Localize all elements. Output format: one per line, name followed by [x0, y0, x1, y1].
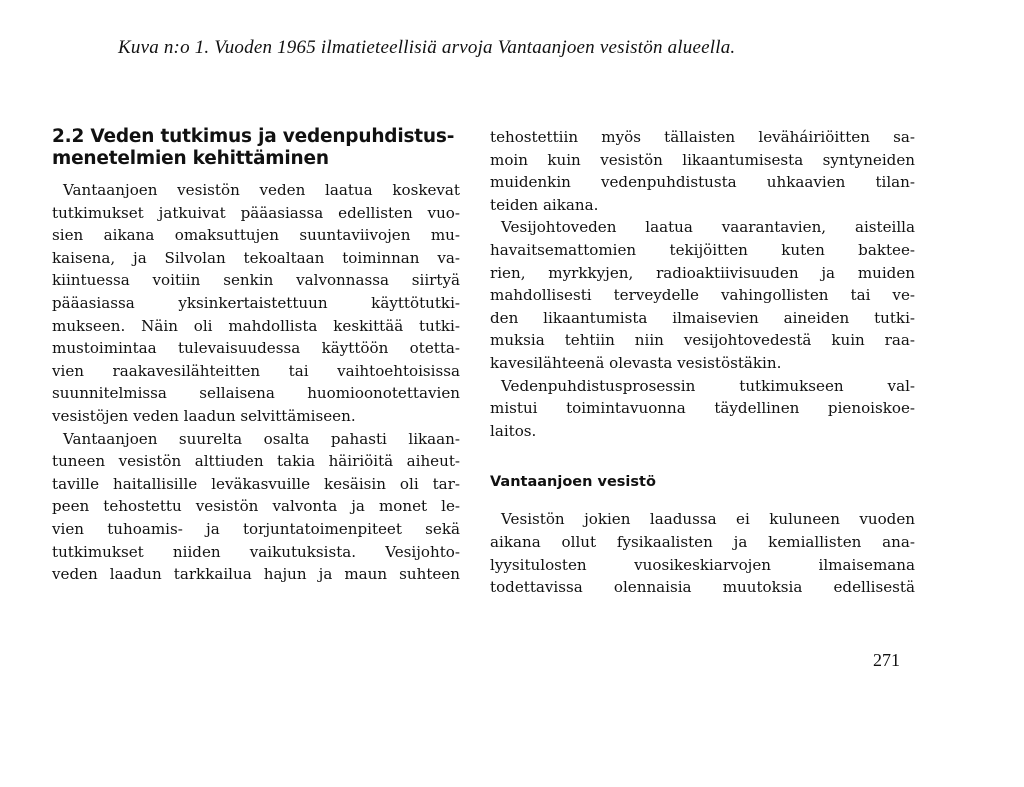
text-line: sien aikana omaksuttujen suuntaviivojen mu-: [52, 226, 460, 245]
figure-caption: Kuva n:o 1. Vuoden 1965 ilmatieteellisiä arvoja Vantaanjoen vesistön alueella.: [118, 37, 736, 58]
paragraph: [490, 375, 915, 443]
text-line: Vesijohtoveden laatua vaarantavien, aisteilla: [501, 218, 915, 237]
section-heading-line: menetelmien kehittäminen: [52, 148, 329, 169]
text-line: den likaantumista ilmaisevien aineiden tutki-: [490, 308, 915, 327]
text-line: laitos.: [490, 421, 537, 440]
text-line: todettavissa olennaisia muutoksia edellisestä: [490, 578, 915, 597]
text-line: tutkimukset jatkuivat pääasiassa edellisten vuo-: [52, 203, 460, 222]
text-line: tutkimukset niiden vaikutuksista. Vesijohto-: [52, 542, 460, 561]
paragraph: [52, 179, 460, 428]
right-paragraphs-after: [490, 508, 915, 598]
section-heading: [52, 126, 460, 170]
text-line: Vantaanjoen suurelta osalta pahasti likaan-: [63, 429, 460, 448]
paragraph: [490, 216, 915, 374]
text-line: vien tuhoamis- ja torjuntatoimenpiteet sekä: [52, 519, 460, 538]
text-line: Vantaanjoen vesistön veden laatua koskevat: [63, 181, 460, 199]
text-line: teiden aikana.: [490, 195, 599, 214]
text-line: mahdollisesti terveydelle vahingollisten tai ve-: [490, 286, 915, 305]
subsection-heading: Vantaanjoen vesistö: [490, 474, 656, 491]
text-line: muksia tehtiin niin vesijohtovedestä kuin raa-: [490, 331, 915, 350]
text-line: rien, myrkkyjen, radioaktiivisuuden ja muiden: [490, 263, 915, 282]
text-line: taville haitallisille leväkasvuille kesäisin oli tar-: [52, 474, 460, 493]
left-paragraphs: [52, 179, 460, 586]
text-line: suunnitelmissa sellaisena huomioonotettavien: [52, 384, 460, 403]
text-line: kaisena, ja Silvolan tekoaltaan toiminnan va-: [52, 248, 460, 267]
paragraph: [52, 428, 460, 586]
text-line: Vedenpuhdistusprosessin tutkimukseen val-: [501, 376, 915, 395]
paragraph: [490, 126, 915, 216]
paragraph: [490, 508, 915, 598]
page-number: 271: [873, 650, 900, 670]
right-paragraphs-before: [490, 126, 915, 442]
text-line: pääasiassa yksinkertaistettuun käyttötutki-: [52, 293, 460, 312]
text-line: veden laadun tarkkailua hajun ja maun suhteen: [52, 565, 460, 584]
text-line: mustoimintaa tulevaisuudessa käyttöön otetta-: [52, 339, 460, 358]
text-line: moin kuin vesistön likaantumisesta syntyneiden: [490, 150, 915, 169]
text-line: havaitsemattomien tekijöitten kuten baktee-: [490, 240, 915, 259]
text-line: Vesistön jokien laadussa ei kuluneen vuoden: [501, 510, 915, 529]
text-line: mistui toimintavuonna täydellinen pienoiskoe-: [490, 399, 915, 418]
text-line: muidenkin vedenpuhdistusta uhkaavien tilan-: [490, 173, 915, 192]
right-column: [490, 126, 915, 599]
left-column: [52, 126, 460, 586]
text-line: vien raakavesilähteitten tai vaihtoehtoisissa: [52, 361, 460, 380]
text-line: peen tehostettu vesistön valvonta ja monet le-: [52, 497, 460, 516]
text-line: kavesilähteenä olevasta vesistöstäkin.: [490, 353, 782, 372]
section-heading-line: 2.2 Veden tutkimus ja vedenpuhdistus-: [52, 126, 455, 147]
text-line: mukseen. Näin oli mahdollista keskittää tutki-: [52, 316, 460, 335]
text-line: vesistöjen veden laadun selvittämiseen.: [52, 406, 356, 425]
text-line: aikana ollut fysikaalisten ja kemiallisten ana-: [490, 532, 915, 551]
text-line: lyysitulosten vuosikeskiarvojen ilmaisemana: [490, 555, 915, 574]
text-line: tehostettiin myös tällaisten leväháiriöitten sa-: [490, 128, 915, 146]
text-line: tuneen vesistön alttiuden takia häiriöitä aiheut-: [52, 452, 460, 471]
text-line: kiintuessa voitiin senkin valvonnassa siirtyä: [52, 271, 460, 290]
